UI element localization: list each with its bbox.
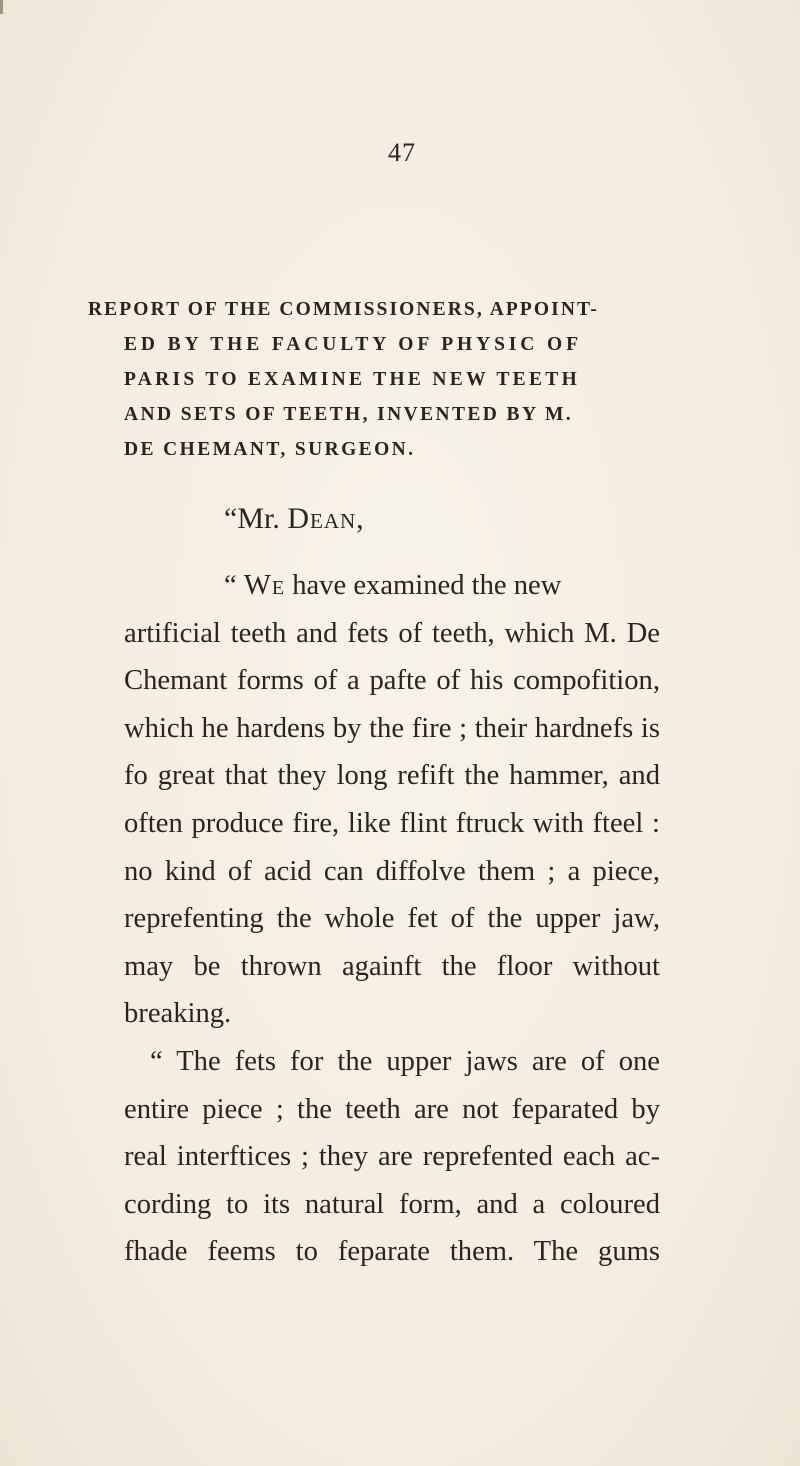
heading-line: PARIS TO EXAMINE THE NEW TEETH: [124, 369, 581, 390]
text-line: which he hardens by the fire ; their hardnefs is: [124, 712, 660, 744]
line-text: The fets for the upper jaws are of one: [162, 1045, 660, 1077]
text-line: breaking.: [124, 998, 232, 1030]
salutation-name: Dean,: [287, 502, 365, 535]
salutation: [224, 502, 365, 536]
text-line: reprefenting the whole fet of the upper jaw,: [124, 903, 660, 935]
text-line: artificial teeth and fets of teeth, which M. De: [124, 617, 660, 649]
text-line: entire piece ; the teeth are not feparated by: [124, 1093, 660, 1125]
paragraph-first-line: [124, 562, 660, 610]
report-body: [124, 562, 660, 1276]
text-line: fo great that they long refift the hammer, and: [124, 760, 660, 792]
text-line: cording to its natural form, and a coloured: [124, 1188, 660, 1220]
text-line: fhade feems to feparate them. The gums: [124, 1236, 660, 1268]
line-text: have examined the new: [285, 570, 562, 601]
text-line: may be thrown againft the floor without: [124, 950, 660, 982]
heading-line: AND SETS OF TEETH, INVENTED BY M.: [124, 404, 574, 425]
text-line: Chemant forms of a pafte of his compofition,: [124, 665, 660, 697]
heading-line: ED BY THE FACULTY OF PHYSIC OF: [124, 334, 582, 355]
opening-quote: “: [224, 570, 237, 601]
margin-mark: [0, 0, 3, 14]
opening-quote: “: [224, 502, 238, 535]
paragraph-first-line: [124, 1038, 660, 1086]
text-line: no kind of acid can diffolve them ; a piece,: [124, 855, 660, 887]
lead-word: We: [243, 570, 286, 601]
heading-line: REPORT OF THE COMMISSIONERS, APPOINT-: [88, 299, 599, 320]
salutation-title: Mr.: [237, 502, 288, 535]
opening-quote: “: [150, 1045, 163, 1077]
page-number: 47: [388, 138, 416, 167]
text-line: real interftices ; they are reprefented each ac-: [124, 1141, 660, 1173]
text-line: often produce fire, like flint ftruck with fteel :: [124, 807, 660, 839]
heading-line: DE CHEMANT, SURGEON.: [124, 439, 416, 460]
